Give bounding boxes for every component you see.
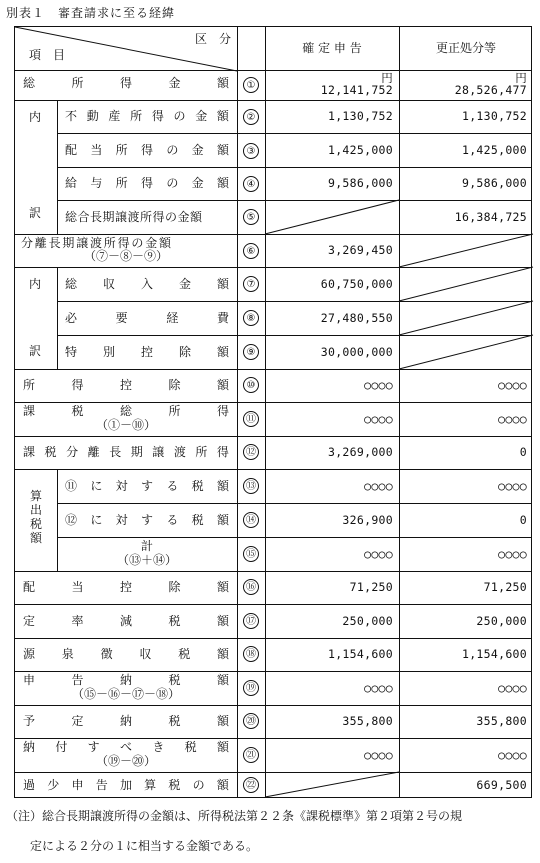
group-label-wake: 訳 <box>29 344 42 358</box>
row-label-4: 給 与 所 得 の 金 額 <box>65 176 229 190</box>
row-label-8: 必 要 経 費 <box>65 311 229 325</box>
rule-9 <box>15 369 531 370</box>
empty-cell-diagonal <box>399 335 533 369</box>
value-a-20: 355,800 <box>342 714 393 728</box>
header-col-a: 確 定 申 告 <box>302 41 362 55</box>
row-number-9: ⑨ <box>243 344 259 360</box>
value-b-12: 0 <box>519 445 527 459</box>
row-number-7: ⑦ <box>243 276 259 292</box>
value-a-11: ○○○○ <box>364 412 393 426</box>
value-a-14: 326,900 <box>342 513 393 527</box>
value-a-16: 71,250 <box>349 580 393 594</box>
value-a-6: 3,269,450 <box>327 243 393 257</box>
value-b-3: 1,425,000 <box>461 143 527 157</box>
col-rule-number <box>237 27 238 797</box>
header-koumoku: 項 目 <box>29 48 66 62</box>
value-b-14: 0 <box>519 513 527 527</box>
value-a-21: ○○○○ <box>364 748 393 762</box>
footnote-line-1: （注）総合長期譲渡所得の金額は、所得税法第２２条《課税標準》第２項第２号の規 <box>6 809 463 823</box>
table-frame <box>14 26 532 798</box>
row-number-5: ⑤ <box>243 209 259 225</box>
value-b-13: ○○○○ <box>498 479 527 493</box>
unit-label-b: 円 <box>515 71 527 85</box>
empty-cell-diagonal <box>399 267 533 301</box>
value-a-13: ○○○○ <box>364 479 393 493</box>
row-label-12: 課 税 分 離 長 期 譲 渡 所 得 <box>23 445 229 459</box>
row-label-13: ⑪ に 対 す る 税 額 <box>65 479 229 493</box>
rule-17 <box>15 638 531 639</box>
value-a-15: ○○○○ <box>364 547 393 561</box>
rule-19 <box>15 705 531 706</box>
row-number-18: ⑱ <box>243 646 259 662</box>
value-a-7: 60,750,000 <box>320 277 393 291</box>
value-b-11: ○○○○ <box>498 412 527 426</box>
header-kubun: 区 分 <box>195 32 232 46</box>
rule-18 <box>15 671 531 672</box>
row-label-6: 分離長期譲渡所得の金額 <box>21 236 173 250</box>
rule-15 <box>15 571 531 572</box>
value-b-17: 250,000 <box>476 614 527 628</box>
row-label-5: 総合長期譲渡所得の金額 <box>65 210 203 224</box>
rule-14 <box>57 537 531 538</box>
row-number-8: ⑧ <box>243 310 259 326</box>
row-label-7: 総 収 入 金 額 <box>65 277 229 291</box>
value-a-9: 30,000,000 <box>320 345 393 359</box>
value-b-18: 1,154,600 <box>461 647 527 661</box>
row-number-13: ⑬ <box>243 478 259 494</box>
value-a-4: 9,586,000 <box>327 176 393 190</box>
row-number-10: ⑩ <box>243 377 259 393</box>
row-number-4: ④ <box>243 176 259 192</box>
value-b-5: 16,384,725 <box>454 210 527 224</box>
group-label-wake: 訳 <box>29 206 42 220</box>
row-label-16: 配 当 控 除 額 <box>23 580 229 594</box>
row-number-1: ① <box>243 77 259 93</box>
value-b-4: 9,586,000 <box>461 176 527 190</box>
rule-12 <box>15 469 531 470</box>
label-char: 金 <box>168 76 181 90</box>
rule-10 <box>15 402 531 403</box>
row-label-9: 特 別 控 除 額 <box>65 345 229 359</box>
footnote-line-2: 定による２分の１に相当する金額である。 <box>6 839 259 853</box>
row-number-19: ⑲ <box>243 680 259 696</box>
group-label-sanshutsu: 算出税額 <box>29 489 42 545</box>
rule-20 <box>15 738 531 739</box>
row-label-14: ⑫ に 対 す る 税 額 <box>65 513 229 527</box>
value-b-21: ○○○○ <box>498 748 527 762</box>
rule-11 <box>15 436 531 437</box>
value-b-19: ○○○○ <box>498 681 527 695</box>
rule-3 <box>57 167 531 168</box>
row-label-18: 源 泉 徴 収 税 額 <box>23 647 229 661</box>
row-label-15: 計 <box>140 539 153 553</box>
empty-cell-diagonal <box>265 200 399 234</box>
row-label-17: 定 率 減 税 額 <box>23 614 229 628</box>
row-number-21: ㉑ <box>243 747 259 763</box>
value-a-10: ○○○○ <box>364 378 393 392</box>
row-number-17: ⑰ <box>243 613 259 629</box>
label-char: 所 <box>71 76 84 90</box>
value-a-3: 1,425,000 <box>327 143 393 157</box>
rule-header <box>15 70 531 71</box>
row-number-15: ⑮ <box>243 546 259 562</box>
row-sub-15: （⑬＋⑭） <box>116 553 177 567</box>
table-title: 別表１ 審査請求に至る経緯 <box>6 6 176 20</box>
row-label-22: 過 少 申 告 加 算 税 の 額 <box>23 778 229 792</box>
row-number-11: ⑪ <box>243 411 259 427</box>
value-a-2: 1,130,752 <box>327 109 393 123</box>
row-label-1 <box>23 77 229 90</box>
value-a-17: 250,000 <box>342 614 393 628</box>
row-label-10: 所 得 控 除 額 <box>23 378 229 392</box>
rule-13 <box>57 503 531 504</box>
row-sub-11: （①－⑩） <box>95 418 156 432</box>
row-number-6: ⑥ <box>243 243 259 259</box>
rule-1 <box>15 100 531 101</box>
header-col-b: 更正処分等 <box>435 41 496 55</box>
rule-16 <box>15 604 531 605</box>
value-b-20: 355,800 <box>476 714 527 728</box>
row-label-20: 予 定 納 税 額 <box>23 714 229 728</box>
empty-cell-diagonal <box>399 301 533 335</box>
value-b-16: 71,250 <box>483 580 527 594</box>
value-a-12: 3,269,000 <box>327 445 393 459</box>
row-sub-19: （⑮－⑯－⑰－⑱） <box>71 687 180 701</box>
row-label-3: 配 当 所 得 の 金 額 <box>65 143 229 157</box>
label-char: 額 <box>216 76 229 90</box>
row-label-19: 申 告 納 税 額 <box>23 673 229 687</box>
group-label-uchi: 内 <box>29 277 42 291</box>
row-label-21: 納 付 す べ き 税 額 <box>23 740 229 754</box>
row-number-14: ⑭ <box>243 512 259 528</box>
row-number-16: ⑯ <box>243 579 259 595</box>
group-label-uchi: 内 <box>29 110 42 124</box>
empty-cell-diagonal <box>265 772 399 797</box>
row-number-3: ③ <box>243 143 259 159</box>
row-number-22: ㉒ <box>243 777 259 793</box>
rule-2 <box>57 133 531 134</box>
row-number-20: ⑳ <box>243 713 259 729</box>
row-number-2: ② <box>243 109 259 125</box>
value-b-1: 28,526,477 <box>454 83 527 97</box>
value-b-15: ○○○○ <box>498 547 527 561</box>
label-char: 総 <box>23 76 36 90</box>
group-rule-2 <box>57 267 58 369</box>
unit-label-a: 円 <box>381 71 393 85</box>
row-number-12: ⑫ <box>243 444 259 460</box>
value-b-2: 1,130,752 <box>461 109 527 123</box>
label-char: 得 <box>119 76 132 90</box>
row-sub-21: （⑲－⑳） <box>95 754 156 768</box>
value-a-18: 1,154,600 <box>327 647 393 661</box>
value-a-8: 27,480,550 <box>320 311 393 325</box>
value-a-1: 12,141,752 <box>320 83 393 97</box>
value-b-10: ○○○○ <box>498 378 527 392</box>
empty-cell-diagonal <box>399 234 533 267</box>
row-label-2: 不 動 産 所 得 の 金 額 <box>65 109 229 123</box>
row-label-11: 課 税 総 所 得 <box>23 404 229 418</box>
row-sub-6: （⑦－⑧－⑨） <box>83 249 168 263</box>
value-a-19: ○○○○ <box>364 681 393 695</box>
value-b-22: 669,500 <box>476 778 527 792</box>
